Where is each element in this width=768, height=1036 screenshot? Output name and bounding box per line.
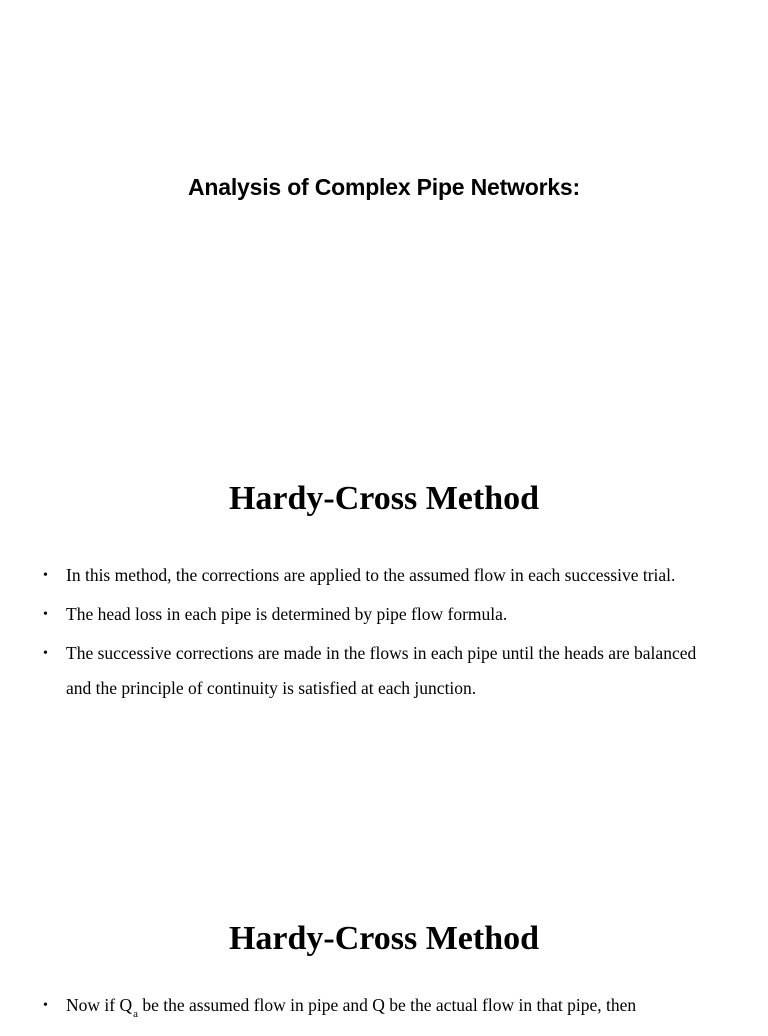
- subscript: a: [133, 1008, 138, 1020]
- bullet-item: [0, 558, 768, 593]
- bullet-item: [0, 636, 768, 706]
- bullet-text: The head loss in each pipe is determined by pipe flow formula.: [66, 604, 508, 624]
- bullet-list: [0, 988, 768, 1036]
- bullet-icon: •: [43, 607, 48, 622]
- bullet-text: In this method, the corrections are applied to the assumed flow in each successive trial.: [66, 565, 676, 585]
- bullet-item: [0, 597, 768, 632]
- slide-2: [0, 430, 768, 860]
- bullet-text-part: be the assumed flow in pipe and Q be the actual flow in that pipe, then: [138, 995, 637, 1015]
- bullet-icon: •: [43, 646, 48, 661]
- slide-title: Hardy-Cross Method: [228, 480, 540, 517]
- slide-3: [0, 860, 768, 1024]
- slide-1: [0, 0, 768, 430]
- bullet-text: [66, 995, 637, 1020]
- bullet-text-part: Now if Q: [66, 995, 133, 1015]
- bullet-icon: •: [43, 998, 48, 1013]
- bullet-item: [0, 988, 768, 1032]
- bullet-text: The successive corrections are made in the flows in each pipe until the heads are balanced and the principle of continuity is satisfied at each junction.: [66, 643, 697, 698]
- bullet-list: [0, 558, 768, 710]
- slide-title: Analysis of Complex Pipe Networks:: [188, 174, 580, 200]
- bullet-icon: •: [43, 568, 48, 583]
- slide-title: Hardy-Cross Method: [228, 920, 540, 957]
